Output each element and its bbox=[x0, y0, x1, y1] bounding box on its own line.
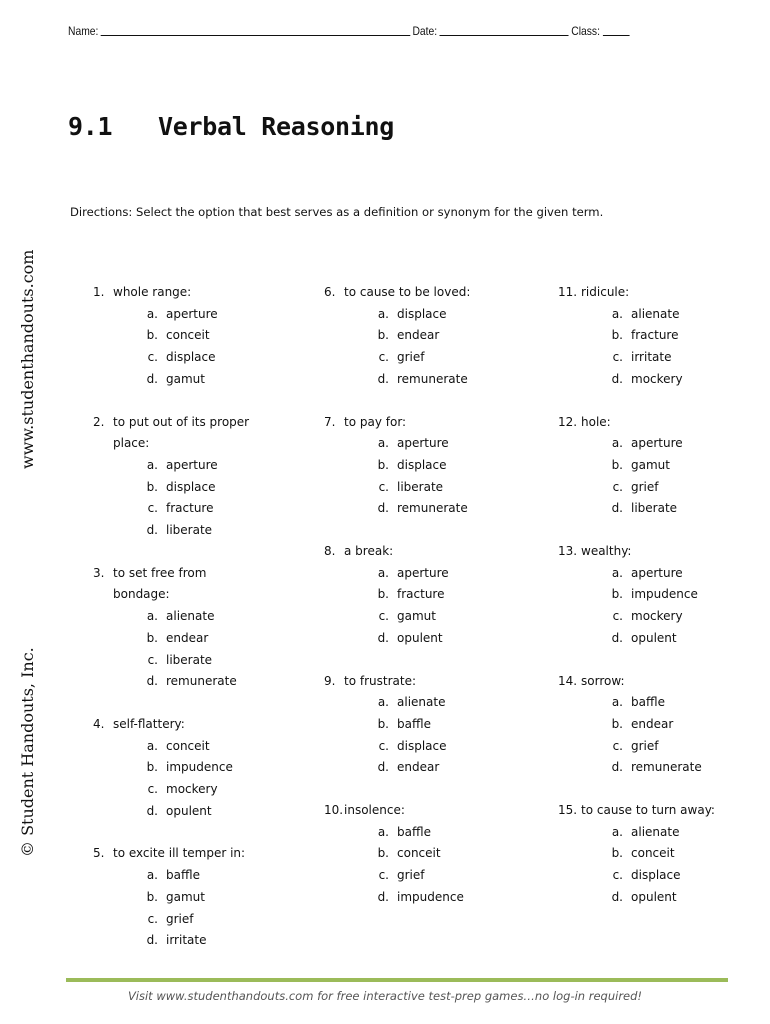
sidebar-copyright: © Student Handouts, Inc. bbox=[18, 647, 37, 857]
question-item bbox=[324, 671, 484, 780]
question-prompt bbox=[324, 671, 484, 693]
option-text: liberate bbox=[166, 652, 213, 667]
question-number: 2. bbox=[93, 414, 105, 429]
option-text: baffle bbox=[397, 716, 431, 731]
sidebar-url: www.studenthandouts.com bbox=[18, 249, 37, 469]
option-text: displace bbox=[397, 738, 447, 753]
answer-option[interactable] bbox=[558, 843, 721, 865]
answer-option[interactable] bbox=[558, 477, 721, 499]
answer-option[interactable] bbox=[558, 304, 721, 326]
question-number: 10. bbox=[324, 803, 344, 818]
question-column-2 bbox=[324, 282, 484, 909]
option-text: mockery bbox=[166, 782, 218, 797]
question-item bbox=[324, 282, 484, 391]
option-text: grief bbox=[631, 738, 659, 753]
directions: Directions: Select the option that best serves as a definition or synonym for the given term. bbox=[70, 205, 604, 219]
option-text: aperture bbox=[397, 565, 449, 580]
option-letter: a. bbox=[611, 695, 623, 710]
answer-option[interactable] bbox=[558, 498, 721, 520]
question-prompt bbox=[93, 412, 253, 455]
option-letter: b. bbox=[611, 716, 623, 731]
question-number: 1. bbox=[93, 285, 105, 299]
date-label: Date: bbox=[412, 24, 438, 38]
option-letter: b. bbox=[377, 716, 389, 731]
option-letter: d. bbox=[146, 803, 158, 818]
question-number: 3. bbox=[93, 565, 105, 580]
option-text: gamut bbox=[631, 457, 670, 472]
question-term: hole: bbox=[581, 414, 611, 429]
question-number: 4. bbox=[93, 716, 105, 731]
answer-option[interactable] bbox=[93, 455, 253, 477]
option-text: alienate bbox=[631, 824, 680, 839]
option-text: displace bbox=[397, 306, 447, 321]
option-text: aperture bbox=[631, 565, 683, 580]
answer-option[interactable] bbox=[93, 498, 253, 520]
option-text: liberate bbox=[166, 523, 213, 538]
question-number: 12. bbox=[558, 414, 578, 429]
option-letter: d. bbox=[146, 933, 158, 948]
question-prompt bbox=[93, 714, 253, 736]
question-prompt bbox=[93, 843, 253, 865]
answer-option[interactable] bbox=[324, 843, 484, 865]
option-text: mockery bbox=[631, 609, 683, 624]
option-letter: d. bbox=[377, 630, 389, 645]
answer-option[interactable] bbox=[324, 822, 484, 844]
question-term: self-flattery: bbox=[113, 716, 185, 731]
option-text: remunerate bbox=[631, 760, 702, 775]
question-term: ridicule: bbox=[581, 285, 630, 299]
option-text: grief bbox=[631, 479, 659, 494]
option-text: endear bbox=[397, 760, 440, 775]
option-letter: a. bbox=[611, 436, 623, 451]
question-term: a break: bbox=[344, 544, 394, 559]
option-text: liberate bbox=[631, 501, 678, 516]
question-prompt bbox=[558, 671, 721, 693]
option-text: displace bbox=[631, 868, 681, 883]
answer-option[interactable] bbox=[324, 692, 484, 714]
option-text: alienate bbox=[166, 609, 215, 624]
question-number: 8. bbox=[324, 544, 336, 559]
question-number: 5. bbox=[93, 846, 105, 861]
question-number: 11. bbox=[558, 285, 578, 299]
answer-option[interactable] bbox=[93, 325, 253, 347]
answer-option[interactable] bbox=[324, 736, 484, 758]
question-number: 7. bbox=[324, 414, 336, 429]
option-letter: c. bbox=[378, 868, 389, 883]
option-text: baffle bbox=[166, 868, 200, 883]
option-letter: b. bbox=[611, 587, 623, 602]
answer-option[interactable] bbox=[324, 757, 484, 779]
answer-option[interactable] bbox=[93, 865, 253, 887]
question-term: to pay for: bbox=[344, 414, 407, 429]
answer-option[interactable] bbox=[558, 584, 721, 606]
answer-option[interactable] bbox=[93, 887, 253, 909]
answer-option[interactable] bbox=[93, 606, 253, 628]
answer-option[interactable] bbox=[93, 628, 253, 650]
option-text: grief bbox=[166, 911, 194, 926]
option-text: aperture bbox=[166, 457, 218, 472]
option-text: fracture bbox=[397, 587, 445, 602]
answer-option[interactable] bbox=[558, 714, 721, 736]
answer-option[interactable] bbox=[93, 477, 253, 499]
answer-option[interactable] bbox=[558, 563, 721, 585]
question-term: whole range: bbox=[113, 285, 192, 299]
question-item bbox=[93, 714, 253, 823]
answer-option[interactable] bbox=[324, 325, 484, 347]
answer-option[interactable] bbox=[324, 628, 484, 650]
class-label: Class: bbox=[571, 24, 600, 38]
name-label: Name: bbox=[68, 24, 99, 38]
question-item bbox=[558, 541, 721, 650]
option-text: opulent bbox=[166, 803, 212, 818]
option-letter: b. bbox=[377, 328, 389, 343]
option-text: baffle bbox=[397, 824, 431, 839]
option-letter: a. bbox=[611, 824, 623, 839]
question-prompt bbox=[558, 541, 721, 563]
option-text: grief bbox=[397, 868, 425, 883]
footer-rule bbox=[66, 978, 728, 982]
option-letter: c. bbox=[378, 738, 389, 753]
option-letter: a. bbox=[146, 868, 158, 883]
option-letter: a. bbox=[146, 609, 158, 624]
answer-option[interactable] bbox=[93, 736, 253, 758]
option-text: impudence bbox=[166, 760, 233, 775]
question-item bbox=[558, 412, 721, 521]
option-text: aperture bbox=[631, 436, 683, 451]
option-letter: a. bbox=[377, 824, 389, 839]
answer-option[interactable] bbox=[93, 369, 253, 391]
answer-option[interactable] bbox=[558, 433, 721, 455]
question-number: 13. bbox=[558, 544, 578, 559]
question-prompt bbox=[558, 282, 721, 304]
option-letter: a. bbox=[377, 565, 389, 580]
option-letter: c. bbox=[378, 350, 389, 365]
answer-option[interactable] bbox=[93, 779, 253, 801]
option-letter: b. bbox=[611, 846, 623, 861]
option-text: liberate bbox=[397, 479, 444, 494]
question-item bbox=[93, 282, 253, 391]
option-letter: b. bbox=[611, 457, 623, 472]
option-text: endear bbox=[397, 328, 440, 343]
option-letter: d. bbox=[377, 889, 389, 904]
answer-option[interactable] bbox=[558, 736, 721, 758]
option-text: mockery bbox=[631, 371, 683, 386]
option-letter: d. bbox=[611, 889, 623, 904]
option-letter: c. bbox=[147, 782, 158, 797]
answer-option[interactable] bbox=[558, 455, 721, 477]
option-letter: c. bbox=[147, 911, 158, 926]
question-item bbox=[93, 843, 253, 952]
answer-option[interactable] bbox=[558, 369, 721, 391]
option-text: opulent bbox=[631, 630, 677, 645]
option-letter: b. bbox=[146, 328, 158, 343]
footer-text: Visit www.studenthandouts.com for free interactive test-prep games…no log-in required! bbox=[127, 989, 643, 1003]
option-text: grief bbox=[397, 350, 425, 365]
section-title: Verbal Reasoning bbox=[158, 112, 395, 141]
option-letter: c. bbox=[147, 501, 158, 516]
option-letter: a. bbox=[377, 436, 389, 451]
answer-option[interactable] bbox=[324, 714, 484, 736]
question-term: wealthy: bbox=[581, 544, 632, 559]
option-letter: b. bbox=[146, 889, 158, 904]
question-item bbox=[93, 412, 253, 542]
option-letter: a. bbox=[377, 695, 389, 710]
answer-option[interactable] bbox=[324, 347, 484, 369]
option-letter: c. bbox=[378, 609, 389, 624]
answer-option[interactable] bbox=[93, 671, 253, 693]
option-letter: b. bbox=[146, 760, 158, 775]
question-item bbox=[324, 412, 484, 521]
option-text: remunerate bbox=[166, 674, 237, 689]
option-letter: d. bbox=[611, 371, 623, 386]
question-prompt bbox=[558, 800, 721, 822]
option-letter: c. bbox=[612, 479, 623, 494]
option-letter: c. bbox=[147, 350, 158, 365]
option-text: displace bbox=[166, 479, 216, 494]
option-text: displace bbox=[397, 457, 447, 472]
question-term: sorrow: bbox=[581, 673, 625, 688]
question-prompt bbox=[324, 800, 484, 822]
option-text: irritate bbox=[631, 350, 672, 365]
question-column-3 bbox=[558, 282, 721, 909]
option-letter: c. bbox=[612, 350, 623, 365]
question-prompt bbox=[324, 541, 484, 563]
option-text: impudence bbox=[397, 889, 464, 904]
option-text: alienate bbox=[397, 695, 446, 710]
answer-option[interactable] bbox=[324, 369, 484, 391]
option-letter: d. bbox=[611, 630, 623, 645]
question-number: 6. bbox=[324, 285, 336, 299]
option-text: opulent bbox=[631, 889, 677, 904]
option-letter: c. bbox=[378, 479, 389, 494]
option-letter: c. bbox=[612, 609, 623, 624]
question-item bbox=[93, 563, 253, 693]
option-letter: c. bbox=[612, 868, 623, 883]
page-title bbox=[68, 112, 394, 141]
answer-option[interactable] bbox=[558, 606, 721, 628]
question-item bbox=[558, 671, 721, 780]
answer-option[interactable] bbox=[558, 822, 721, 844]
question-column-1 bbox=[93, 282, 253, 952]
option-text: impudence bbox=[631, 587, 698, 602]
answer-option[interactable] bbox=[93, 909, 253, 931]
answer-option[interactable] bbox=[324, 433, 484, 455]
option-letter: a. bbox=[611, 565, 623, 580]
question-term: to frustrate: bbox=[344, 673, 416, 688]
option-letter: b. bbox=[377, 457, 389, 472]
question-term: insolence: bbox=[344, 803, 405, 818]
option-text: fracture bbox=[166, 501, 214, 516]
option-letter: d. bbox=[377, 371, 389, 386]
answer-option[interactable] bbox=[324, 606, 484, 628]
answer-option[interactable] bbox=[324, 563, 484, 585]
option-letter: d. bbox=[146, 674, 158, 689]
option-letter: d. bbox=[611, 501, 623, 516]
option-letter: d. bbox=[611, 760, 623, 775]
option-letter: a. bbox=[146, 306, 158, 321]
option-text: aperture bbox=[397, 436, 449, 451]
student-info-header bbox=[68, 18, 632, 38]
option-text: conceit bbox=[166, 738, 210, 753]
option-letter: d. bbox=[146, 371, 158, 386]
answer-option[interactable] bbox=[324, 498, 484, 520]
answer-option[interactable] bbox=[324, 304, 484, 326]
option-text: irritate bbox=[166, 933, 207, 948]
option-text: gamut bbox=[166, 371, 205, 386]
option-letter: a. bbox=[146, 738, 158, 753]
section-number: 9.1 bbox=[68, 112, 113, 141]
question-prompt bbox=[93, 282, 253, 304]
answer-option[interactable] bbox=[558, 347, 721, 369]
option-text: remunerate bbox=[397, 501, 468, 516]
option-letter: d. bbox=[146, 523, 158, 538]
option-text: conceit bbox=[166, 328, 210, 343]
class-blank bbox=[603, 34, 630, 36]
question-item bbox=[558, 282, 721, 391]
option-text: conceit bbox=[397, 846, 441, 861]
answer-option[interactable] bbox=[93, 304, 253, 326]
answer-option[interactable] bbox=[558, 757, 721, 779]
question-item bbox=[324, 541, 484, 650]
option-text: gamut bbox=[397, 609, 436, 624]
option-text: gamut bbox=[166, 889, 205, 904]
answer-option[interactable] bbox=[93, 650, 253, 672]
option-letter: b. bbox=[146, 630, 158, 645]
date-blank bbox=[440, 34, 569, 36]
option-letter: d. bbox=[377, 501, 389, 516]
answer-option[interactable] bbox=[93, 347, 253, 369]
answer-option[interactable] bbox=[93, 757, 253, 779]
answer-option[interactable] bbox=[324, 455, 484, 477]
option-text: alienate bbox=[631, 306, 680, 321]
question-number: 14. bbox=[558, 673, 578, 688]
option-letter: c. bbox=[147, 652, 158, 667]
option-letter: b. bbox=[377, 846, 389, 861]
answer-option[interactable] bbox=[558, 325, 721, 347]
option-letter: d. bbox=[377, 760, 389, 775]
option-letter: c. bbox=[612, 738, 623, 753]
answer-option[interactable] bbox=[558, 628, 721, 650]
option-text: opulent bbox=[397, 630, 443, 645]
option-text: conceit bbox=[631, 846, 675, 861]
name-blank bbox=[101, 34, 410, 36]
option-letter: b. bbox=[611, 328, 623, 343]
question-number: 9. bbox=[324, 673, 336, 688]
question-term: to set free from bondage: bbox=[113, 565, 207, 602]
answer-option[interactable] bbox=[93, 520, 253, 542]
answer-option[interactable] bbox=[324, 477, 484, 499]
question-term: to excite ill temper in: bbox=[113, 846, 246, 861]
answer-option[interactable] bbox=[558, 887, 721, 909]
question-prompt bbox=[324, 282, 484, 304]
question-item bbox=[558, 800, 721, 909]
option-text: fracture bbox=[631, 328, 679, 343]
option-text: aperture bbox=[166, 306, 218, 321]
option-text: endear bbox=[166, 630, 209, 645]
answer-option[interactable] bbox=[324, 865, 484, 887]
option-text: endear bbox=[631, 716, 674, 731]
option-letter: a. bbox=[146, 457, 158, 472]
answer-option[interactable] bbox=[558, 865, 721, 887]
question-term: to put out of its proper place: bbox=[113, 414, 250, 451]
option-letter: b. bbox=[377, 587, 389, 602]
question-item bbox=[324, 800, 484, 909]
question-term: to cause to turn away: bbox=[581, 803, 715, 818]
question-number: 15. bbox=[558, 803, 578, 818]
answer-option[interactable] bbox=[324, 887, 484, 909]
option-letter: a. bbox=[377, 306, 389, 321]
question-prompt bbox=[558, 412, 721, 434]
option-text: displace bbox=[166, 350, 216, 365]
answer-option[interactable] bbox=[324, 584, 484, 606]
question-prompt bbox=[93, 563, 253, 606]
option-letter: b. bbox=[146, 479, 158, 494]
answer-option[interactable] bbox=[558, 692, 721, 714]
option-text: remunerate bbox=[397, 371, 468, 386]
option-text: baffle bbox=[631, 695, 665, 710]
question-term: to cause to be loved: bbox=[344, 285, 471, 299]
answer-option[interactable] bbox=[93, 930, 253, 952]
question-prompt bbox=[324, 412, 484, 434]
option-letter: a. bbox=[611, 306, 623, 321]
answer-option[interactable] bbox=[93, 801, 253, 823]
